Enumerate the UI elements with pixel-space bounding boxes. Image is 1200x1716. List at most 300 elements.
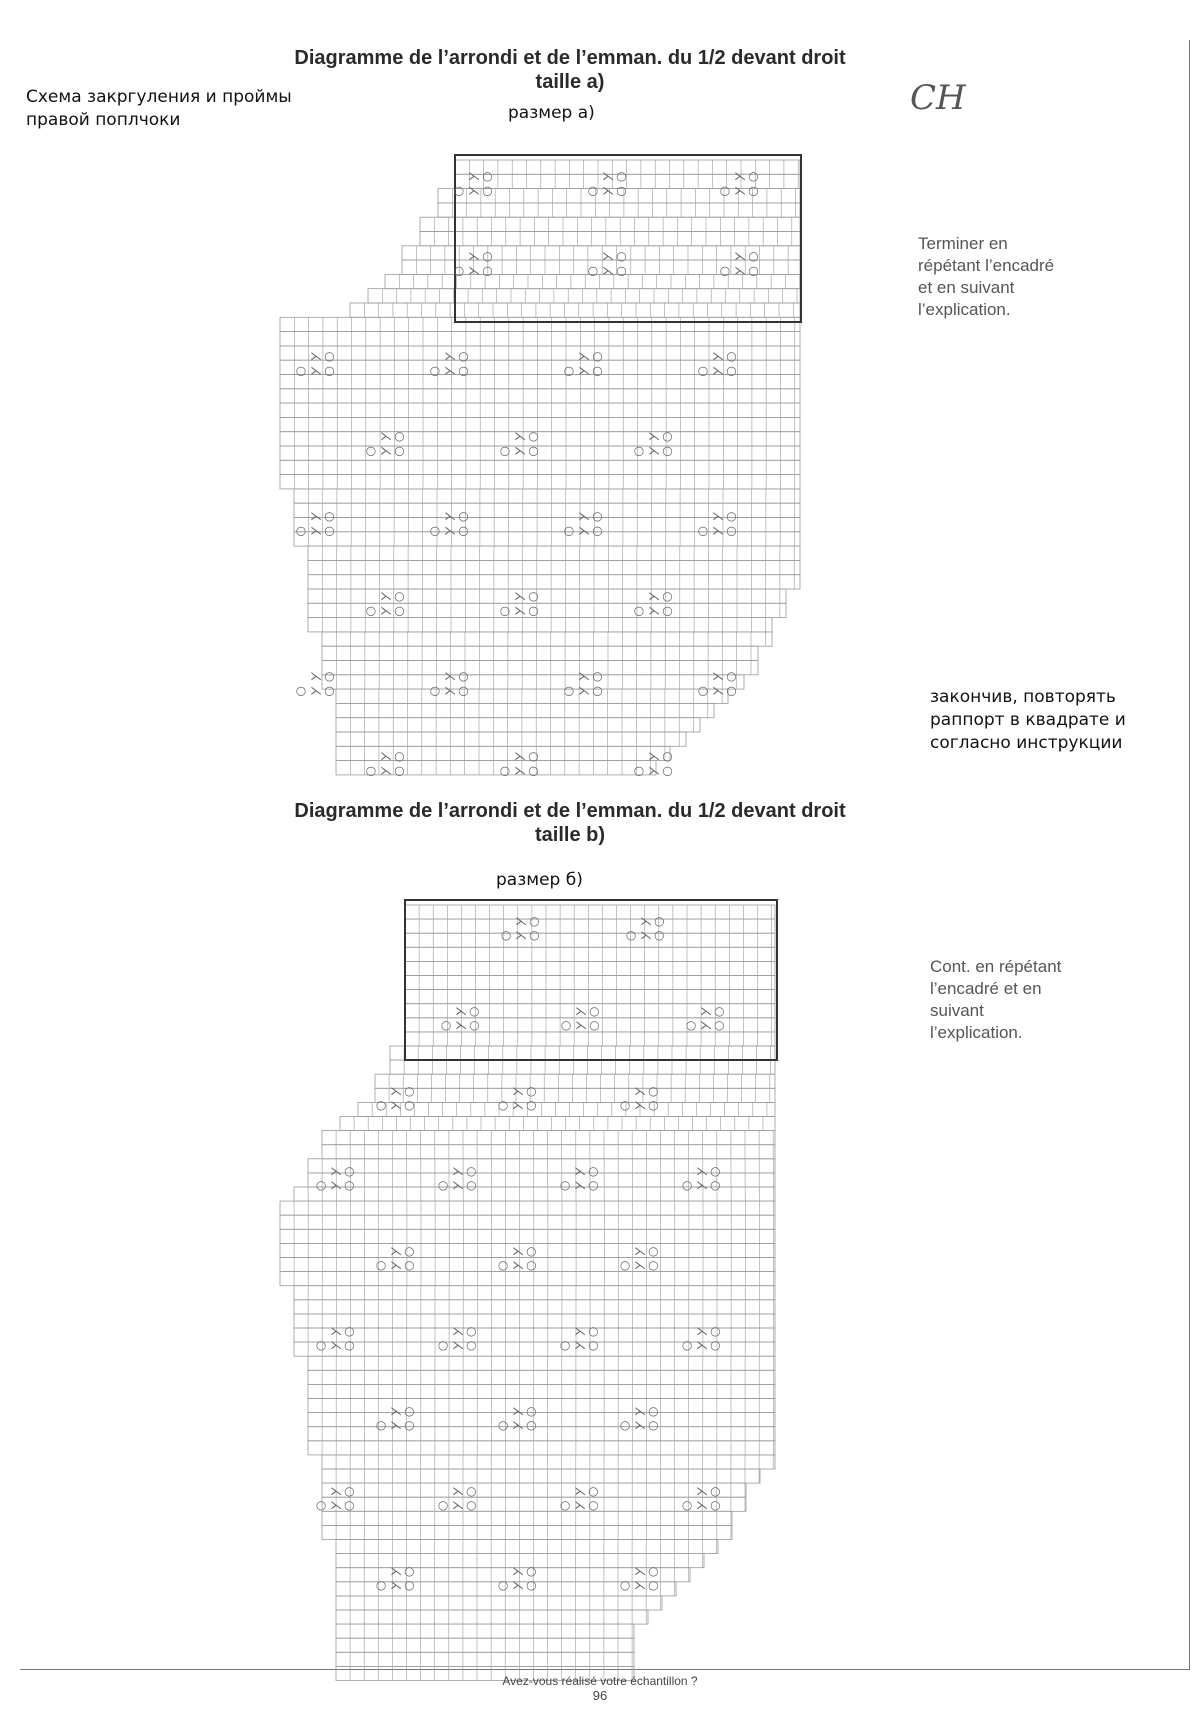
decrease-symbol: ⋋ [330,1484,342,1498]
diagram-b-chart [280,895,920,1655]
yarn-over-symbol: ○ [528,763,539,778]
yarn-over-symbol: ○ [500,928,512,943]
decrease-symbol: ⋋ [452,1178,464,1193]
decrease-symbol: ⋋ [602,169,614,183]
yarn-over-symbol: ○ [466,1178,477,1193]
yarn-over-symbol: ○ [466,1338,477,1353]
decrease-symbol: ⋋ [734,169,746,183]
decrease-symbol: ⋋ [452,1338,464,1353]
yarn-over-symbol: ○ [681,1178,693,1193]
yarn-over-symbol: ○ [710,1338,721,1353]
yarn-over-symbol: ○ [719,183,731,198]
grid-row [336,1610,648,1624]
yarn-over-symbol: ○ [497,1578,509,1593]
grid-row [322,646,758,660]
yarn-over-symbol: ○ [592,683,603,698]
yarn-over-symbol: ○ [710,1484,721,1498]
yarn-over-symbol: ○ [404,1098,415,1113]
grid-row [280,332,800,346]
grid-row [322,1483,746,1497]
yarn-over-symbol: ○ [588,1164,599,1178]
decrease-symbol: ⋋ [390,1098,402,1113]
yarn-over-symbol: ○ [697,683,709,698]
decrease-symbol: ⋋ [578,349,590,363]
fr-note-line: l’explication. [930,1023,1023,1042]
yarn-over-symbol: ○ [726,523,737,538]
yarn-over-symbol: ○ [616,169,627,183]
decrease-symbol: ⋋ [634,1098,646,1113]
yarn-over-symbol: ○ [440,1018,452,1033]
decrease-symbol: ⋋ [515,928,527,943]
yarn-over-symbol: ○ [466,1498,477,1513]
yarn-over-symbol: ○ [344,1498,355,1513]
grid-row [280,460,800,474]
diagram-a-chart [280,150,920,778]
decrease-symbol: ⋋ [602,183,614,198]
handwritten-mark: CH [910,78,966,118]
decrease-symbol: ⋋ [648,429,660,443]
yarn-over-symbol: ○ [526,1244,537,1258]
yarn-over-symbol: ○ [315,1498,327,1513]
decrease-symbol: ⋋ [648,763,660,778]
yarn-over-symbol: ○ [648,1258,659,1273]
yarn-over-symbol: ○ [681,1498,693,1513]
decrease-symbol: ⋋ [712,363,724,378]
decrease-symbol: ⋋ [330,1498,342,1513]
grid-row [308,1356,775,1370]
decrease-symbol: ⋋ [444,349,456,363]
decrease-symbol: ⋋ [574,1178,586,1193]
yarn-over-symbol: ○ [592,363,603,378]
yarn-over-symbol: ○ [526,1564,537,1578]
decrease-symbol: ⋋ [390,1578,402,1593]
decrease-symbol: ⋋ [390,1404,402,1418]
fr-note-line: suivant [930,1001,984,1020]
grid-row [405,933,775,947]
decrease-symbol: ⋋ [712,523,724,538]
yarn-over-symbol: ○ [559,1178,571,1193]
diagram-a-title [250,46,890,94]
decrease-symbol: ⋋ [444,509,456,523]
decrease-symbol: ⋋ [310,349,322,363]
grid-row [322,1455,775,1469]
decrease-symbol: ⋋ [712,509,724,523]
yarn-over-symbol: ○ [526,1098,537,1113]
grid-row [350,303,800,317]
decrease-symbol: ⋋ [468,183,480,198]
yarn-over-symbol: ○ [697,523,709,538]
decrease-symbol: ⋋ [310,523,322,538]
yarn-over-symbol: ○ [375,1418,387,1433]
diagram-b-title-line2: taille b) [534,824,605,846]
yarn-over-symbol: ○ [616,263,627,278]
decrease-symbol: ⋋ [330,1178,342,1193]
yarn-over-symbol: ○ [710,1164,721,1178]
yarn-over-symbol: ○ [662,429,673,443]
decrease-symbol: ⋋ [330,1338,342,1353]
yarn-over-symbol: ○ [748,263,759,278]
yarn-over-symbol: ○ [458,683,469,698]
decrease-symbol: ⋋ [640,928,652,943]
decrease-symbol: ⋋ [700,1018,712,1033]
yarn-over-symbol: ○ [453,263,465,278]
decrease-symbol: ⋋ [712,349,724,363]
yarn-over-symbol: ○ [324,523,335,538]
yarn-over-symbol: ○ [295,683,307,698]
yarn-over-symbol: ○ [633,603,645,618]
yarn-over-symbol: ○ [429,523,441,538]
yarn-over-symbol: ○ [295,363,307,378]
decrease-symbol: ⋋ [514,603,526,618]
grid-row [280,475,800,489]
decrease-symbol: ⋋ [515,914,527,928]
yarn-over-symbol: ○ [748,249,759,263]
decrease-symbol: ⋋ [330,1164,342,1178]
grid-row [375,1074,775,1088]
yarn-over-symbol: ○ [404,1418,415,1433]
yarn-over-symbol: ○ [648,1084,659,1098]
decrease-symbol: ⋋ [444,669,456,683]
decrease-symbol: ⋋ [452,1324,464,1338]
yarn-over-symbol: ○ [453,183,465,198]
yarn-over-symbol: ○ [295,523,307,538]
grid-row [336,1624,634,1638]
yarn-over-symbol: ○ [587,183,599,198]
yarn-over-symbol: ○ [726,669,737,683]
grid-row [368,289,800,303]
yarn-over-symbol: ○ [375,1578,387,1593]
grid-row [308,560,800,574]
yarn-over-symbol: ○ [588,1498,599,1513]
grid-row [322,675,744,689]
yarn-over-symbol: ○ [375,1098,387,1113]
yarn-over-symbol: ○ [559,1498,571,1513]
decrease-symbol: ⋋ [696,1164,708,1178]
decrease-symbol: ⋋ [602,249,614,263]
grid-row [294,489,800,503]
yarn-over-symbol: ○ [466,1484,477,1498]
decrease-symbol: ⋋ [648,749,660,763]
yarn-over-symbol: ○ [365,603,377,618]
grid-row [375,1088,775,1102]
yarn-over-symbol: ○ [497,1418,509,1433]
yarn-over-symbol: ○ [714,1018,725,1033]
yarn-over-symbol: ○ [662,443,673,458]
grid-row [336,703,714,717]
decrease-symbol: ⋋ [390,1258,402,1273]
grid-row [308,1370,775,1384]
diagram-a-ru-size: размер а) [508,103,595,123]
yarn-over-symbol: ○ [529,914,540,928]
grid-row [308,546,800,560]
yarn-over-symbol: ○ [458,523,469,538]
grid-row [308,1384,775,1398]
decrease-symbol: ⋋ [696,1178,708,1193]
decrease-symbol: ⋋ [380,603,392,618]
yarn-over-symbol: ○ [324,683,335,698]
yarn-over-symbol: ○ [404,1578,415,1593]
yarn-over-symbol: ○ [482,183,493,198]
yarn-over-symbol: ○ [324,669,335,683]
fr-note-line: l’explication. [918,300,1011,319]
decrease-symbol: ⋋ [514,763,526,778]
yarn-over-symbol: ○ [528,749,539,763]
yarn-over-symbol: ○ [458,509,469,523]
grid-row [280,417,800,431]
fr-note-line: répétant l’encadré [918,256,1055,275]
yarn-over-symbol: ○ [619,1098,631,1113]
decrease-symbol: ⋋ [468,169,480,183]
yarn-over-symbol: ○ [710,1498,721,1513]
grid-row [390,1046,775,1060]
grid-row [322,1525,732,1539]
decrease-symbol: ⋋ [648,603,660,618]
diagram-b-fr-note [930,956,1061,1044]
decrease-symbol: ⋋ [444,523,456,538]
yarn-over-symbol: ○ [616,183,627,198]
grid-row [336,732,686,746]
decrease-symbol: ⋋ [602,263,614,278]
yarn-over-symbol: ○ [499,443,511,458]
yarn-over-symbol: ○ [344,1178,355,1193]
yarn-over-symbol: ○ [437,1178,449,1193]
decrease-symbol: ⋋ [634,1578,646,1593]
yarn-over-symbol: ○ [648,1244,659,1258]
yarn-over-symbol: ○ [681,1338,693,1353]
yarn-over-symbol: ○ [662,763,673,778]
yarn-over-symbol: ○ [648,1098,659,1113]
yarn-over-symbol: ○ [526,1084,537,1098]
grid-row [322,632,772,646]
decrease-symbol: ⋋ [512,1418,524,1433]
yarn-over-symbol: ○ [437,1338,449,1353]
diagram-a-ru-caption [26,86,292,132]
yarn-over-symbol: ○ [616,249,627,263]
grid-row [322,661,758,675]
yarn-over-symbol: ○ [344,1484,355,1498]
grid-row [405,905,775,919]
decrease-symbol: ⋋ [310,669,322,683]
grid-row [438,203,800,217]
grid-row [405,976,775,990]
yarn-over-symbol: ○ [563,523,575,538]
yarn-over-symbol: ○ [344,1164,355,1178]
yarn-over-symbol: ○ [748,183,759,198]
grid-row [308,618,772,632]
yarn-over-symbol: ○ [466,1164,477,1178]
grid-row [322,1511,732,1525]
diagram-b-title [250,799,890,847]
yarn-over-symbol: ○ [344,1324,355,1338]
decrease-symbol: ⋋ [444,683,456,698]
decrease-symbol: ⋋ [648,589,660,603]
yarn-over-symbol: ○ [458,363,469,378]
decrease-symbol: ⋋ [712,683,724,698]
yarn-over-symbol: ○ [375,1258,387,1273]
yarn-over-symbol: ○ [619,1258,631,1273]
yarn-over-symbol: ○ [394,763,405,778]
decrease-symbol: ⋋ [574,1324,586,1338]
yarn-over-symbol: ○ [528,429,539,443]
decrease-symbol: ⋋ [380,429,392,443]
decrease-symbol: ⋋ [452,1164,464,1178]
yarn-over-symbol: ○ [324,349,335,363]
grid-row [358,1102,775,1116]
yarn-over-symbol: ○ [685,1018,697,1033]
yarn-over-symbol: ○ [365,763,377,778]
decrease-symbol: ⋋ [390,1418,402,1433]
yarn-over-symbol: ○ [662,603,673,618]
decrease-symbol: ⋋ [310,509,322,523]
fr-note-line: l’encadré et en [930,979,1042,998]
yarn-over-symbol: ○ [560,1018,572,1033]
decrease-symbol: ⋋ [390,1084,402,1098]
decrease-symbol: ⋋ [380,443,392,458]
diagram-a-ru-caption-line1: Схема закргуления и проймы [26,87,292,107]
grid-row [280,389,800,403]
diagram-a-fr-note [918,233,1054,321]
yarn-over-symbol: ○ [315,1178,327,1193]
grid-row [405,947,775,961]
grid-row [336,689,728,703]
decrease-symbol: ⋋ [634,1564,646,1578]
decrease-symbol: ⋋ [574,1338,586,1353]
decrease-symbol: ⋋ [575,1018,587,1033]
yarn-over-symbol: ○ [529,928,540,943]
decrease-symbol: ⋋ [310,683,322,698]
grid-row [294,518,800,532]
yarn-over-symbol: ○ [592,669,603,683]
yarn-over-symbol: ○ [437,1498,449,1513]
yarn-over-symbol: ○ [625,928,637,943]
decrease-symbol: ⋋ [578,509,590,523]
yarn-over-symbol: ○ [714,1004,725,1018]
yarn-over-symbol: ○ [619,1578,631,1593]
fr-note-line: Terminer en [918,234,1008,253]
decrease-symbol: ⋋ [468,263,480,278]
diagram-a-title-line1: Diagramme de l’arrondi et de l’emman. du 1/2 devant droit [294,47,846,69]
grid-row [340,1117,775,1131]
yarn-over-symbol: ○ [469,1004,480,1018]
grid-row [336,1596,662,1610]
grid-row [336,1638,634,1652]
yarn-over-symbol: ○ [633,763,645,778]
yarn-over-symbol: ○ [526,1578,537,1593]
decrease-symbol: ⋋ [512,1244,524,1258]
yarn-over-symbol: ○ [648,1578,659,1593]
grid-row [405,1032,775,1046]
yarn-over-symbol: ○ [499,763,511,778]
yarn-over-symbol: ○ [482,263,493,278]
diagram-a-title-line2: taille a) [535,71,605,93]
decrease-symbol: ⋋ [696,1498,708,1513]
grid-row [280,317,800,331]
decrease-symbol: ⋋ [514,589,526,603]
yarn-over-symbol: ○ [587,263,599,278]
yarn-over-symbol: ○ [344,1338,355,1353]
grid-row [308,575,800,589]
yarn-over-symbol: ○ [592,509,603,523]
decrease-symbol: ⋋ [330,1324,342,1338]
yarn-over-symbol: ○ [588,1484,599,1498]
yarn-over-symbol: ○ [648,1564,659,1578]
yarn-over-symbol: ○ [365,443,377,458]
grid-row [322,1145,775,1159]
grid-row [294,532,800,546]
decrease-symbol: ⋋ [514,443,526,458]
grid-row [308,1399,775,1413]
yarn-over-symbol: ○ [404,1564,415,1578]
yarn-over-symbol: ○ [648,1418,659,1433]
yarn-over-symbol: ○ [589,1004,600,1018]
grid-row [280,1272,775,1286]
decrease-symbol: ⋋ [634,1404,646,1418]
yarn-over-symbol: ○ [654,914,665,928]
yarn-over-symbol: ○ [588,1338,599,1353]
yarn-over-symbol: ○ [528,603,539,618]
yarn-over-symbol: ○ [589,1018,600,1033]
decrease-symbol: ⋋ [512,1578,524,1593]
decrease-symbol: ⋋ [648,443,660,458]
decrease-symbol: ⋋ [734,183,746,198]
yarn-over-symbol: ○ [469,1018,480,1033]
decrease-symbol: ⋋ [455,1018,467,1033]
yarn-over-symbol: ○ [528,443,539,458]
yarn-over-symbol: ○ [482,249,493,263]
decrease-symbol: ⋋ [578,669,590,683]
page-number: 96 [592,1688,608,1703]
grid-row [280,432,800,446]
footer-tagline: Avez-vous réalisé votre échantillon ? [502,1674,698,1688]
yarn-over-symbol: ○ [394,749,405,763]
grid-row [405,961,775,975]
decrease-symbol: ⋋ [512,1084,524,1098]
yarn-over-symbol: ○ [458,669,469,683]
yarn-over-symbol: ○ [526,1418,537,1433]
yarn-over-symbol: ○ [592,349,603,363]
decrease-symbol: ⋋ [512,1404,524,1418]
yarn-over-symbol: ○ [497,1258,509,1273]
decrease-symbol: ⋋ [380,749,392,763]
yarn-over-symbol: ○ [526,1404,537,1418]
decrease-symbol: ⋋ [696,1324,708,1338]
decrease-symbol: ⋋ [700,1004,712,1018]
decrease-symbol: ⋋ [380,763,392,778]
yarn-over-symbol: ○ [726,349,737,363]
yarn-over-symbol: ○ [404,1404,415,1418]
grid-row [280,446,800,460]
grid-row [390,1060,775,1074]
repeat-box [405,900,777,1060]
page-border-bottom [20,1669,1190,1670]
grid-row [308,1441,775,1455]
yarn-over-symbol: ○ [394,589,405,603]
decrease-symbol: ⋋ [512,1258,524,1273]
decrease-symbol: ⋋ [575,1004,587,1018]
grid-row [405,919,775,933]
yarn-over-symbol: ○ [429,683,441,698]
grid-row [336,1540,718,1554]
decrease-symbol: ⋋ [574,1164,586,1178]
decrease-symbol: ⋋ [578,363,590,378]
ru-note-line: закончив, повторять [930,687,1116,707]
decrease-symbol: ⋋ [512,1564,524,1578]
decrease-symbol: ⋋ [640,914,652,928]
decrease-symbol: ⋋ [380,589,392,603]
decrease-symbol: ⋋ [634,1084,646,1098]
yarn-over-symbol: ○ [748,169,759,183]
grid-row [280,1229,775,1243]
